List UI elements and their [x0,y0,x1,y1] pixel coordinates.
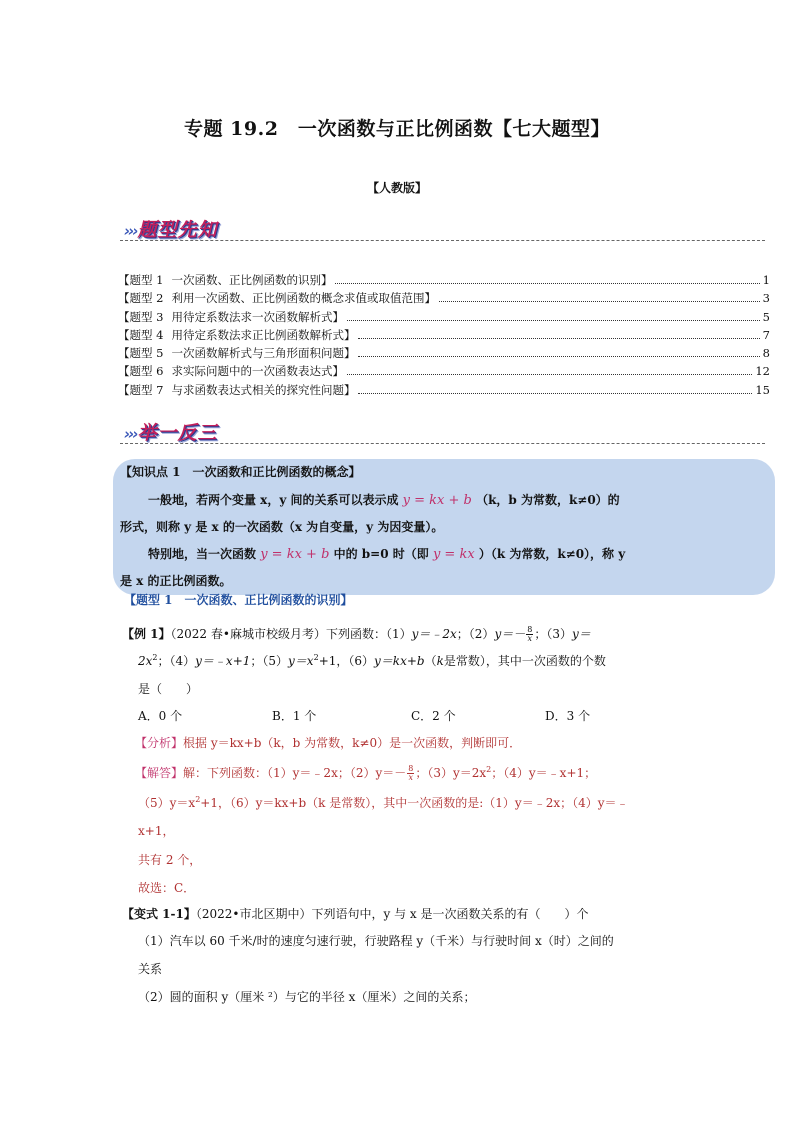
example-1-line-3: 是（ ） [138,682,199,696]
knowledge-paragraph-1-cont: 形式，则称 y 是 x 的一次函数（x 为自变量，y 为因变量）。 [120,520,444,534]
toc-item[interactable]: 【题型 7 与求函数表达式相关的探究性问题】 15 [118,382,770,397]
edition-label: 【人教版】 [366,181,427,195]
variant-1-1-item-2: （2）圆的面积 y（厘米 ²）与它的半径 x（厘米）之间的关系； [138,990,476,1004]
table-of-contents [118,271,770,399]
toc-item[interactable]: 【题型 6 求实际问题中的一次函数表达式】 12 [118,364,770,379]
option-b[interactable]: B．1 个 [272,709,317,723]
knowledge-paragraph-2-cont: 是 x 的正比例函数。 [120,574,232,588]
knowledge-paragraph-1: 一般地，若两个变量 x，y 间的关系可以表示成 y = kx + b （k，b 为常数，k≠0）的 [148,493,620,508]
toc-item[interactable]: 【题型 5 一次函数解析式与三角形面积问题】 8 [118,346,770,361]
section-banner-examples [124,418,218,445]
solution-line-3: x+1， [138,824,175,838]
solution-line-4: 共有 2 个， [138,853,202,867]
arrows-icon: ››› [124,425,137,443]
solution-line-1: 【解答】解：下列函数：（1）y＝﹣2x；（2）y＝－ $\frac{8}{x}$ ；$(3)y=2x^2$；（4）y＝﹣x+1； [135,764,597,782]
example-1-line-2: $2x^2$；（4）y＝﹣x+1；$(5)y=x^2+1$，（6）y＝kx+b（k是常数），其中一次函数的个数 [138,653,606,668]
variant-1-1: 【变式 1-1】（2022•市北区期中）下列语句中，y 与 x 是一次函数关系的有（ ）个 [122,907,589,921]
toc-item[interactable]: 【题型 2 利用一次函数、正比例函数的概念求值或取值范围】 3 [118,291,770,306]
toc-item[interactable]: 【题型 3 用待定系数法求一次函数解析式】 5 [118,309,770,324]
divider [120,443,765,444]
variant-1-1-item-1: （1）汽车以 60 千米/时的速度匀速行驶，行驶路程 y（千米）与行驶时间 x（时）之间的 [138,934,614,948]
toc-item[interactable]: 【题型 1 一次函数、正比例函数的识别】 1 [118,273,770,287]
option-d[interactable]: D．3 个 [545,709,591,723]
section-banner-preview [124,215,218,242]
analysis: 【分析】根据 y＝kx+b（k，b 为常数，k≠0）是一次函数，判断即可． [135,736,522,750]
divider [120,240,765,241]
section-title-preview: 题型先知 [137,219,218,241]
variant-1-1-item-1-cont: 关系 [138,962,163,976]
question-type-heading: 【题型 1 一次函数、正比例函数的识别】 [124,593,353,607]
toc-item[interactable]: 【题型 4 用待定系数法求正比例函数解析式】 7 [118,327,770,342]
knowledge-title: 【知识点 1 一次函数和正比例函数的概念】 [120,465,361,479]
example-1-line-1: 【例 1】（2022 春•麻城市校级月考）下列函数：（1）y＝﹣2x；（2）y＝－ $\frac{8}{x}$ ；（3）y＝ [122,625,591,643]
arrows-icon: ››› [124,222,137,240]
option-c[interactable]: C．2 个 [411,709,456,723]
page-title: 专题 19.2 一次函数与正比例函数【七大题型】 [184,118,610,140]
option-a[interactable]: A．0 个 [138,709,183,723]
solution-line-5: 故选：C． [138,881,196,895]
section-title-examples: 举一反三 [137,422,218,444]
knowledge-paragraph-2: 特别地，当一次函数 y = kx + b 中的 b=0 时（即 y = kx ）（k 为常数，k≠0），称 y [148,547,626,562]
solution-line-2: $(5)y=x^2+1$，（6）y＝kx+b（k 是常数），其中一次函数的是:（1）y＝﹣2x；（4）y＝﹣ [138,795,629,810]
